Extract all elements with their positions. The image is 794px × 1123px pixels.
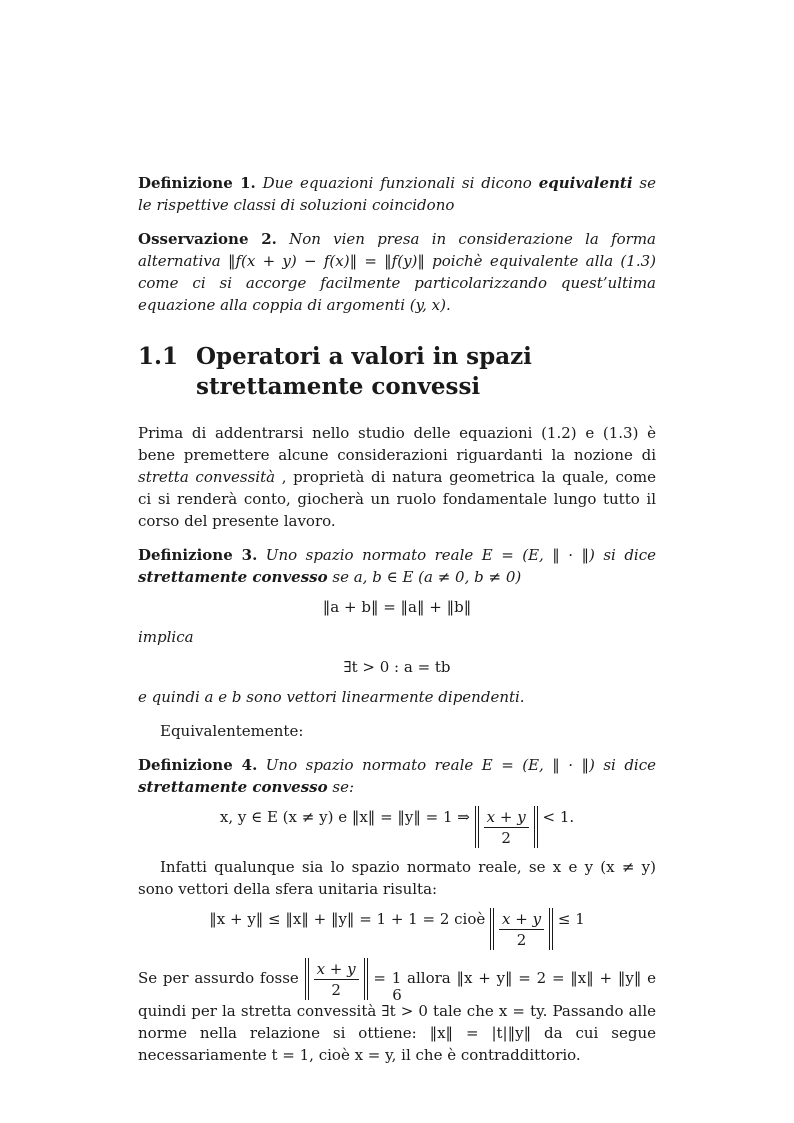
formula-triangle-inequality: [138, 908, 656, 950]
definition-1: [138, 172, 656, 216]
fraction-denominator: 2: [501, 829, 511, 847]
definition-3-conclusion: e quindi a e b sono vettori linearmente dipendenti.: [138, 688, 525, 706]
observation-2-label: Osservazione 2.: [138, 230, 277, 248]
fraction-numerator: x + y: [499, 909, 544, 930]
intro-text-b: , proprietà di natura geometrica la quale, come ci si renderà conto, giocherà un ruolo fondamentale lungo tutto il corso del presente lavoro.: [138, 468, 656, 530]
definition-4-term: strettamente convesso: [138, 778, 328, 796]
definition-1-text-b: se le rispettive classi di soluzioni coincidono: [138, 174, 657, 214]
section-number: 1.1: [138, 343, 179, 370]
page-body: [138, 172, 656, 1066]
page-number: 6: [392, 986, 402, 1004]
norm-fraction: [475, 806, 538, 848]
formula-3-right: ≤ 1: [557, 910, 585, 928]
definition-3-formula-2: ∃t > 0 : a = tb: [343, 658, 451, 676]
definition-3-implica: implica: [138, 628, 194, 646]
definition-3-formula-1: ‖a + b‖ = ‖a‖ + ‖b‖: [322, 598, 472, 616]
fraction-denominator: 2: [516, 931, 527, 949]
intro-text-a: Prima di addentrarsi nello studio delle equazioni (1.2) e (1.3) è bene premettere alcune considerazioni riguardanti la nozione di: [138, 424, 656, 464]
definition-4-formula-right: < 1.: [542, 808, 575, 826]
section-title: Operatori a valori in spazi strettamente convessi: [196, 343, 532, 400]
fraction-numerator: x + y: [314, 959, 359, 980]
section-heading: [138, 342, 656, 402]
definition-3-term: strettamente convesso: [138, 568, 328, 586]
formula-3-left: ‖x + y‖ ≤ ‖x‖ + ‖y‖ = 1 + 1 = 2 cioè: [209, 910, 486, 928]
definition-4-formula: [138, 806, 656, 848]
norm-fraction: [490, 908, 553, 950]
equivalently-text: Equivalentemente:: [160, 722, 304, 740]
paragraph-per-assurdo: [138, 958, 656, 1066]
intro-term: stretta convessità: [138, 468, 276, 486]
definition-4-text-a: Uno spazio normato reale E = (E, ‖ · ‖) si dice: [257, 756, 656, 774]
observation-2: [138, 228, 656, 316]
definition-1-label: Definizione 1.: [138, 174, 256, 192]
intro-paragraph: [138, 422, 656, 532]
observation-2-text-a: Non vien presa in considerazione la forma alternativa: [138, 230, 656, 270]
definition-4-formula-left: x, y ∈ E (x ≠ y) e ‖x‖ = ‖y‖ = 1 ⇒: [219, 808, 470, 826]
para2-text-b: = 1 allora ‖x + y‖ = 2 = ‖x‖ + ‖y‖ e quindi per la stretta convessità ∃t > 0 tale che x = ty. Passando alle norme nella relazione si ottiene: ‖x‖ = |t|‖y‖ da cui segue necessariamente t = 1, cioè x = y, il che è contraddittorio.: [138, 969, 656, 1064]
paragraph-infatti: Infatti qualunque sia lo spazio normato reale, se x e y (x ≠ y) sono vettori della sfera unitaria risulta:: [138, 858, 656, 898]
fraction-denominator: 2: [331, 981, 341, 999]
definition-3-text-b: se a, b ∈ E (a ≠ 0, b ≠ 0): [327, 568, 522, 586]
definition-1-text-a: Due equazioni funzionali si dicono: [255, 174, 539, 192]
definition-3-text-a: Uno spazio normato reale E = (E, ‖ · ‖) si dice: [257, 546, 656, 564]
observation-2-text-b: poichè equivalente alla (1.3) come ci si accorge facilmente particolarizzando quest’ultima equazione alla coppia di argomenti (y, x).: [138, 252, 656, 314]
definition-3-label: Definizione 3.: [138, 546, 258, 564]
definition-4-text-b: se:: [327, 778, 355, 796]
observation-2-formula: ‖f(x + y) − f(x)‖ = ‖f(y)‖: [227, 252, 425, 270]
definition-4: [138, 754, 656, 798]
fraction-numerator: x + y: [484, 807, 529, 828]
definition-1-term: equivalenti: [538, 174, 633, 192]
definition-3: [138, 544, 656, 588]
para2-text-a: Se per assurdo fosse: [138, 969, 299, 987]
definition-4-label: Definizione 4.: [138, 756, 258, 774]
